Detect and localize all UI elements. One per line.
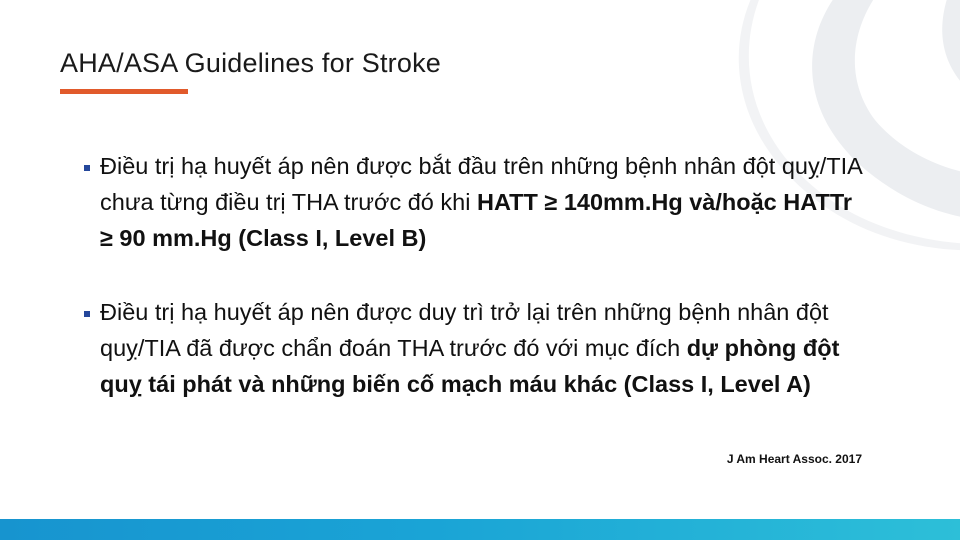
bullet-emphasis: dự phòng đột quỵ tái phát và những biến cố mạch máu khác (Class I, Level A) <box>100 335 840 397</box>
footer-bar <box>0 519 960 540</box>
title-underline <box>60 89 188 94</box>
bullet-list <box>84 148 864 402</box>
bullet-item <box>84 294 864 402</box>
slide-title: AHA/ASA Guidelines for Stroke <box>60 48 441 78</box>
citation: J Am Heart Assoc. 2017 <box>726 452 862 466</box>
bullet-text: Điều trị hạ huyết áp nên được bắt đầu trên những bệnh nhân đột quỵ/TIA chưa từng điều trị THA trước đó khi <box>100 153 862 215</box>
bullet-emphasis: HATT ≥ 140mm.Hg và/hoặc HATTr ≥ 90 mm.Hg (Class I, Level B) <box>100 189 853 251</box>
square-bullet-icon <box>84 165 90 171</box>
bullet-item <box>84 148 864 256</box>
bullet-text: Điều trị hạ huyết áp nên được duy trì trở lại trên những bệnh nhân đột quỵ/TIA đã được chẩn đoán THA trước đó với mục đích <box>100 299 829 361</box>
square-bullet-icon <box>84 311 90 317</box>
